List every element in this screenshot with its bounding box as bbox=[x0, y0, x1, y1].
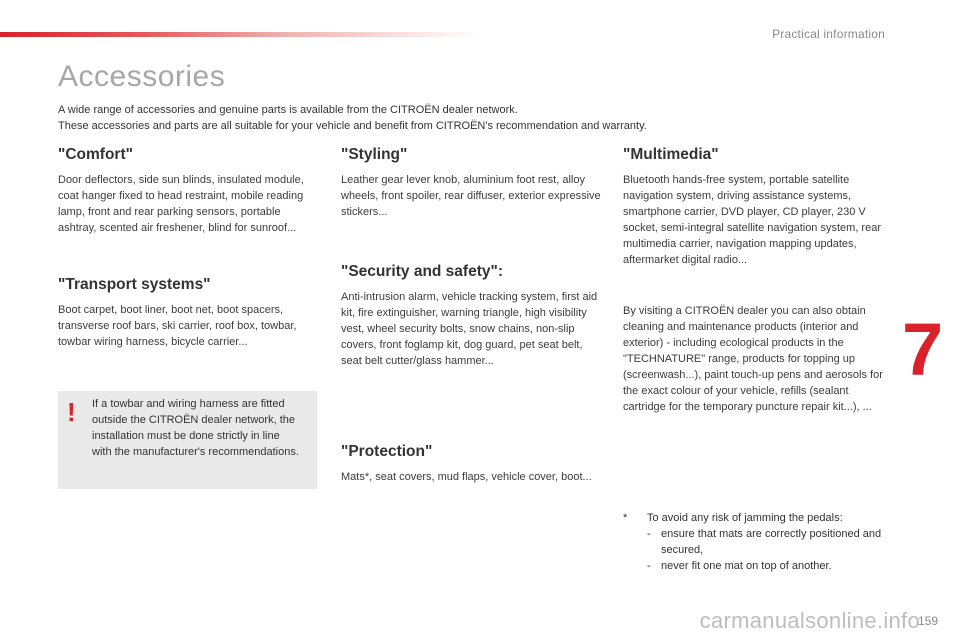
security-text: Anti-intrusion alarm, vehicle tracking system, first aid kit, fire extinguisher, warning triangle, high visibility vest, wheel security bolts, snow chains, non-slip covers, front foglamp kit, dog guard, pet seat belt, seat belt cutter/glass hammer... bbox=[341, 291, 598, 367]
exclamation-icon: ! bbox=[67, 397, 76, 427]
footnote-item-text: ensure that mats are correctly positioned and secured, bbox=[661, 528, 882, 556]
comfort-heading: "Comfort" bbox=[58, 146, 133, 163]
footnote-dash: - bbox=[647, 560, 651, 572]
footnote-dash: - bbox=[647, 528, 651, 540]
watermark: carmanualsonline.info bbox=[699, 608, 920, 633]
protection-heading: "Protection" bbox=[341, 443, 433, 460]
multimedia-section bbox=[623, 146, 885, 268]
comfort-section bbox=[58, 146, 320, 236]
footnote-marker: * bbox=[623, 512, 628, 524]
footnote-item bbox=[647, 526, 893, 558]
security-heading: "Security and safety": bbox=[341, 263, 504, 280]
intro-line: These accessories and parts are all suitable for your vehicle and benefit from CITROËN's recommendation and warranty. bbox=[58, 120, 647, 132]
transport-text: Boot carpet, boot liner, boot net, boot spacers, transverse roof bars, ski carrier, roof box, towbar, towbar wiring harness, bicycle carrier... bbox=[58, 304, 297, 348]
intro-line: A wide range of accessories and genuine parts is available from the CITROËN dealer network. bbox=[58, 104, 518, 116]
protection-section bbox=[341, 443, 603, 485]
styling-text: Leather gear lever knob, aluminium foot rest, alloy wheels, front spoiler, rear diffuser, exterior expressive stickers... bbox=[341, 174, 601, 218]
transport-heading: "Transport systems" bbox=[58, 276, 211, 293]
styling-heading: "Styling" bbox=[341, 146, 408, 163]
section-header: Practical information bbox=[772, 27, 885, 41]
footnote-item bbox=[647, 558, 893, 574]
intro-text bbox=[58, 102, 858, 134]
comfort-text: Door deflectors, side sun blinds, insulated module, coat hanger fixed to head restraint, mobile reading lamp, front and rear parking sensors, portable ashtray, scented air freshener, blind for sunroof... bbox=[58, 174, 304, 234]
footnote bbox=[623, 510, 893, 574]
header-accent-bar bbox=[0, 32, 480, 37]
warning-box bbox=[58, 391, 317, 489]
warning-text: If a towbar and wiring harness are fitted outside the CITROËN dealer network, the installation must be done strictly in line with the manufacturer's recommendations. bbox=[92, 398, 299, 458]
protection-text: Mats*, seat covers, mud flaps, vehicle cover, boot... bbox=[341, 471, 592, 483]
page-title: Accessories bbox=[58, 60, 226, 93]
dealer-note bbox=[623, 303, 885, 415]
chapter-number: 7 bbox=[902, 308, 944, 391]
multimedia-text: Bluetooth hands-free system, portable satellite navigation system, driving assistance systems, smartphone carrier, DVD player, CD player, 230 V socket, semi-integral satellite navigation system, rear multimedia carrier, navigation mapping updates, aftermarket digital radio... bbox=[623, 174, 881, 266]
page-number: 159 bbox=[917, 614, 938, 628]
footnote-item-text: never fit one mat on top of another. bbox=[661, 560, 832, 572]
footnote-intro: To avoid any risk of jamming the pedals: bbox=[647, 512, 843, 524]
multimedia-heading: "Multimedia" bbox=[623, 146, 719, 163]
dealer-note-text: By visiting a CITROËN dealer you can also obtain cleaning and maintenance products (interior and exterior) - including ecological products in the "TECHNATURE" range, products for topping up (screenwash...), paint touch-up pens and aerosols for the exact colour of your vehicle, refills (sealant cartridge for the temporary puncture repair kit...), ... bbox=[623, 305, 883, 413]
security-section bbox=[341, 263, 603, 369]
styling-section bbox=[341, 146, 603, 220]
transport-section bbox=[58, 276, 320, 350]
